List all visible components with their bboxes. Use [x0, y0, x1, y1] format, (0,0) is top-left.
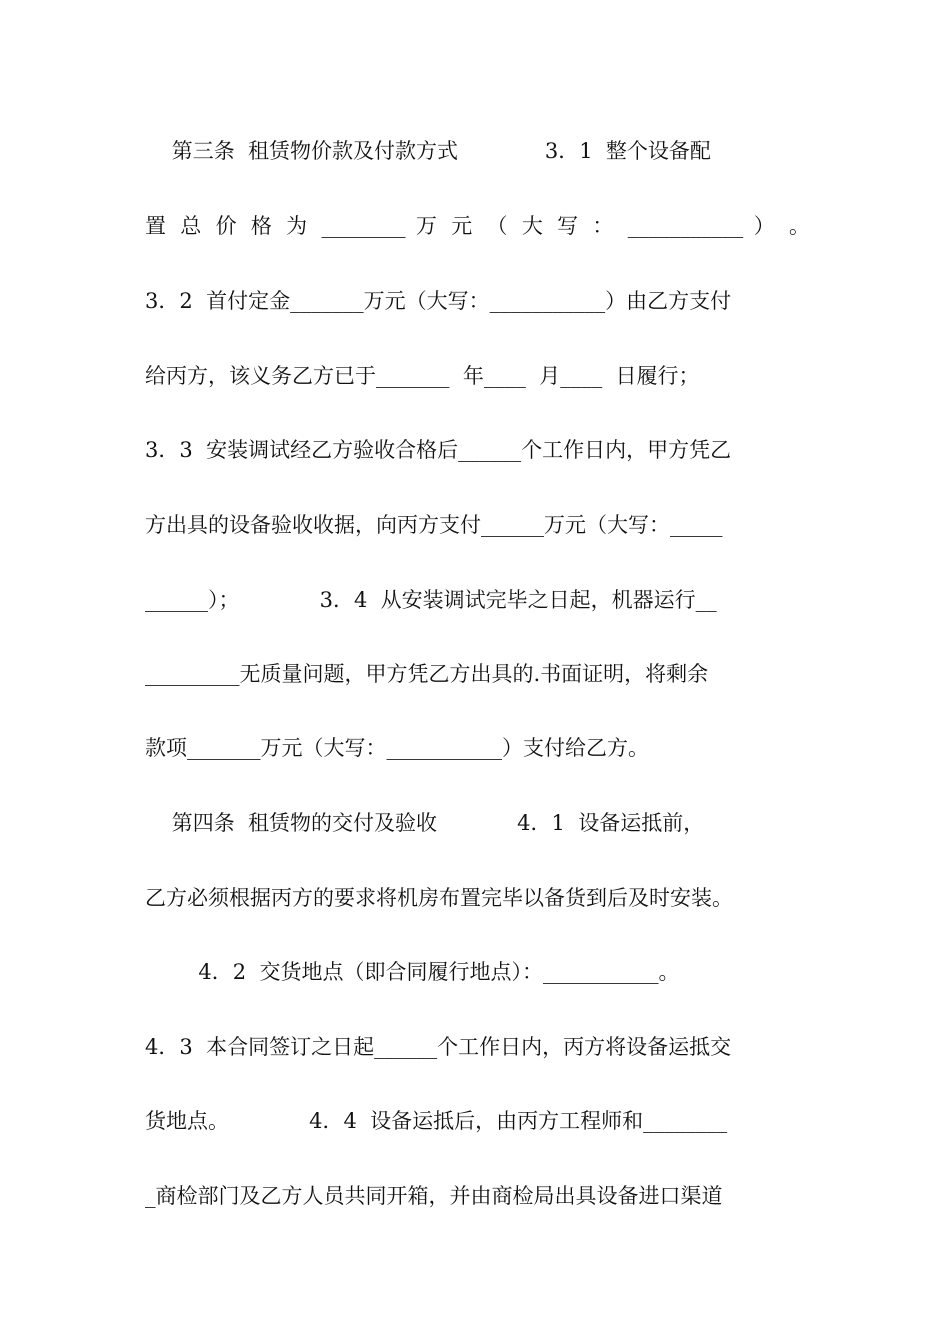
text-line: 3．3 安装调试经乙方验收合格后______个工作日内，甲方凭乙	[145, 438, 732, 462]
text-line: 方出具的设备验收收据，向丙方支付______万元（大写：_____	[145, 513, 723, 537]
text-line: ______）； 3．4 从安装调试完毕之日起，机器运行__	[145, 588, 717, 612]
text-line: 4．2 交货地点（即合同履行地点）：___________。	[145, 960, 680, 984]
text-line: 乙方必须根据丙方的要求将机房布置完毕以备货到后及时安装。	[145, 886, 733, 910]
text-line: 4．3 本合同签订之日起______个工作日内，丙方将设备运抵交	[145, 1035, 732, 1059]
text-line: 第四条 租赁物的交付及验收 4．1 设备运抵前，	[145, 811, 705, 835]
text-line: 给丙方，该义务乙方已于_______ 年____ 月____ 日履行；	[145, 364, 700, 388]
text-line: 3．2 首付定金_______万元（大写：___________）由乙方支付	[145, 289, 732, 313]
text-line: 款项_______万元（大写：___________）支付给乙方。	[145, 736, 649, 760]
text-line: 货地点。 4．4 设备运抵后，由丙方工程师和________	[145, 1109, 728, 1133]
text-line: _商检部门及乙方人员共同开箱，并由商检局出具设备进口渠道	[145, 1184, 723, 1208]
text-line: 第三条 租赁物价款及付款方式 3．1 整个设备配	[145, 139, 711, 163]
text-line: 置 总 价 格 为 ________ 万 元 （ 大 写 ： ___________ ） 。	[145, 214, 810, 238]
text-line: _________无质量问题，甲方凭乙方出具的.书面证明，将剩余	[145, 662, 709, 686]
